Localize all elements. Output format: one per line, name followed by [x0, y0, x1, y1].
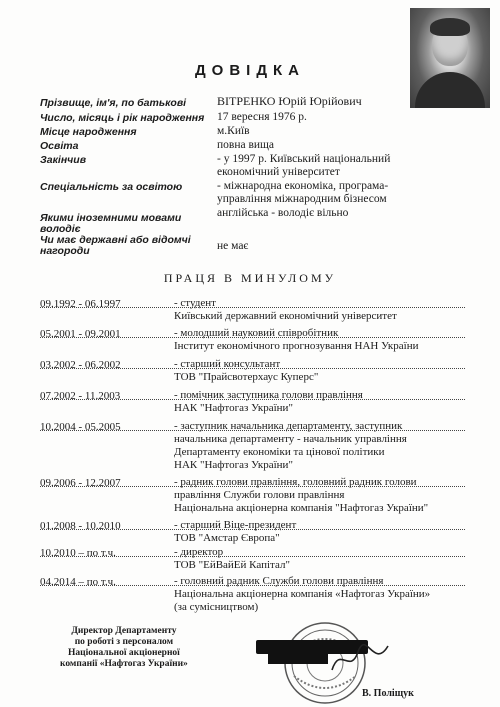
value-graduated: - у 1997 р. Київський національний — [217, 153, 391, 165]
job-position: - молодший науковий співробітник — [174, 327, 339, 339]
job-position: - студент — [174, 297, 216, 309]
value-full-name: ВІТРЕНКО Юрій Юрійович — [217, 94, 362, 108]
job-period: 10.2004 - 05.2005 — [40, 421, 121, 433]
job-department: Департаменту економіки та цінової політики — [174, 446, 385, 458]
label-full-name: Прізвище, ім'я, по батькові — [40, 97, 187, 109]
photo-hair — [430, 18, 470, 36]
job-position: - радник голови правління, головний радник голови — [174, 476, 417, 488]
value-specialty: - міжнародна економіка, програма- — [217, 180, 389, 192]
value-birth-date: 17 вересня 1976 р. — [217, 111, 307, 123]
redaction-bar — [268, 652, 328, 664]
job-position: - старший консультант — [174, 358, 281, 370]
label-education: Освіта — [40, 140, 79, 152]
job-position: - помічник заступника голови правління — [174, 389, 363, 401]
job-period: 04.2014 – по т.ч. — [40, 576, 116, 588]
job-period: 09.2006 - 12.2007 — [40, 477, 121, 489]
section-title-work-history: ПРАЦЯ В МИНУЛОМУ — [163, 271, 337, 285]
job-organization: НАК "Нафтогаз України" — [174, 459, 293, 471]
value-languages: англійська - володіє вільно — [217, 207, 349, 219]
job-organization: ТОВ "Амстар Європа" — [174, 532, 280, 544]
value-education: повна вища — [217, 139, 275, 151]
job-organization: Київський державний економічний університет — [174, 310, 397, 322]
job-period: 05.2001 - 09.2001 — [40, 328, 121, 340]
value-graduated-line2: економічний університет — [217, 166, 340, 178]
job-organization: Національна акціонерна компанія "Нафтогаз України" — [174, 502, 429, 514]
job-period: 03.2002 - 06.2002 — [40, 359, 121, 371]
signatory-title-line: по роботі з персоналом — [74, 637, 174, 647]
dotted-leader — [40, 556, 465, 557]
job-period: 09.1992 - 06.1997 — [40, 298, 121, 310]
label-languages: Якими іноземними мовами — [40, 212, 182, 224]
label-birth-place: Місце народження — [40, 126, 137, 138]
value-birth-place: м.Київ — [217, 125, 250, 137]
job-period: 10.2010 – по т.ч. — [40, 547, 116, 559]
dotted-leader — [40, 307, 465, 308]
portrait-photo — [410, 8, 490, 108]
job-position: - директор — [174, 546, 224, 558]
job-organization: ТОВ "Прайсвотерхаус Куперс" — [174, 371, 319, 383]
signatory-name: В. Поліщук — [362, 688, 414, 699]
job-period: 01.2008 - 10.2010 — [40, 520, 121, 532]
job-position: - головний радник Служби голови правління — [174, 575, 384, 587]
signatory-title-line: Директор Департаменту — [71, 626, 177, 636]
label-awards-line2: нагороди — [40, 245, 90, 257]
job-position-line2: правління Служби голови правління — [174, 489, 345, 501]
job-organization: Інститут економічного прогнозування НАН України — [174, 340, 419, 352]
value-specialty-line2: управління міжнародним бізнесом — [217, 193, 387, 205]
label-languages-line2: володіє — [40, 223, 81, 235]
label-birth-date: Число, місяць і рік народження — [40, 112, 205, 124]
value-awards: не має — [217, 240, 249, 252]
job-position: - заступник начальника департаменту, заступник — [174, 420, 403, 432]
label-graduated: Закінчив — [40, 154, 87, 166]
job-period: 07.2002 - 11.2003 — [40, 390, 121, 402]
label-specialty: Спеціальність за освітою — [40, 181, 183, 193]
signatory-title-line: компанії «Нафтогаз України» — [60, 659, 188, 669]
job-organization: Національна акціонерна компанія «Нафтогаз України» — [174, 588, 431, 600]
document-title: ДОВІДКА — [194, 62, 306, 79]
job-organization: НАК "Нафтогаз України" — [174, 402, 293, 414]
handwritten-signature — [330, 640, 390, 680]
job-position: - старший Віце-президент — [174, 519, 297, 531]
job-organization: ТОВ "ЕйВайЕй Капітал" — [174, 559, 290, 571]
label-awards: Чи має державні або відомчі — [40, 234, 191, 246]
job-note: (за сумісництвом) — [174, 601, 259, 613]
job-position-line2: начальника департаменту - начальник управління — [174, 433, 407, 445]
signatory-title — [60, 626, 188, 670]
signatory-title-line: Національної акціонерної — [67, 648, 180, 658]
